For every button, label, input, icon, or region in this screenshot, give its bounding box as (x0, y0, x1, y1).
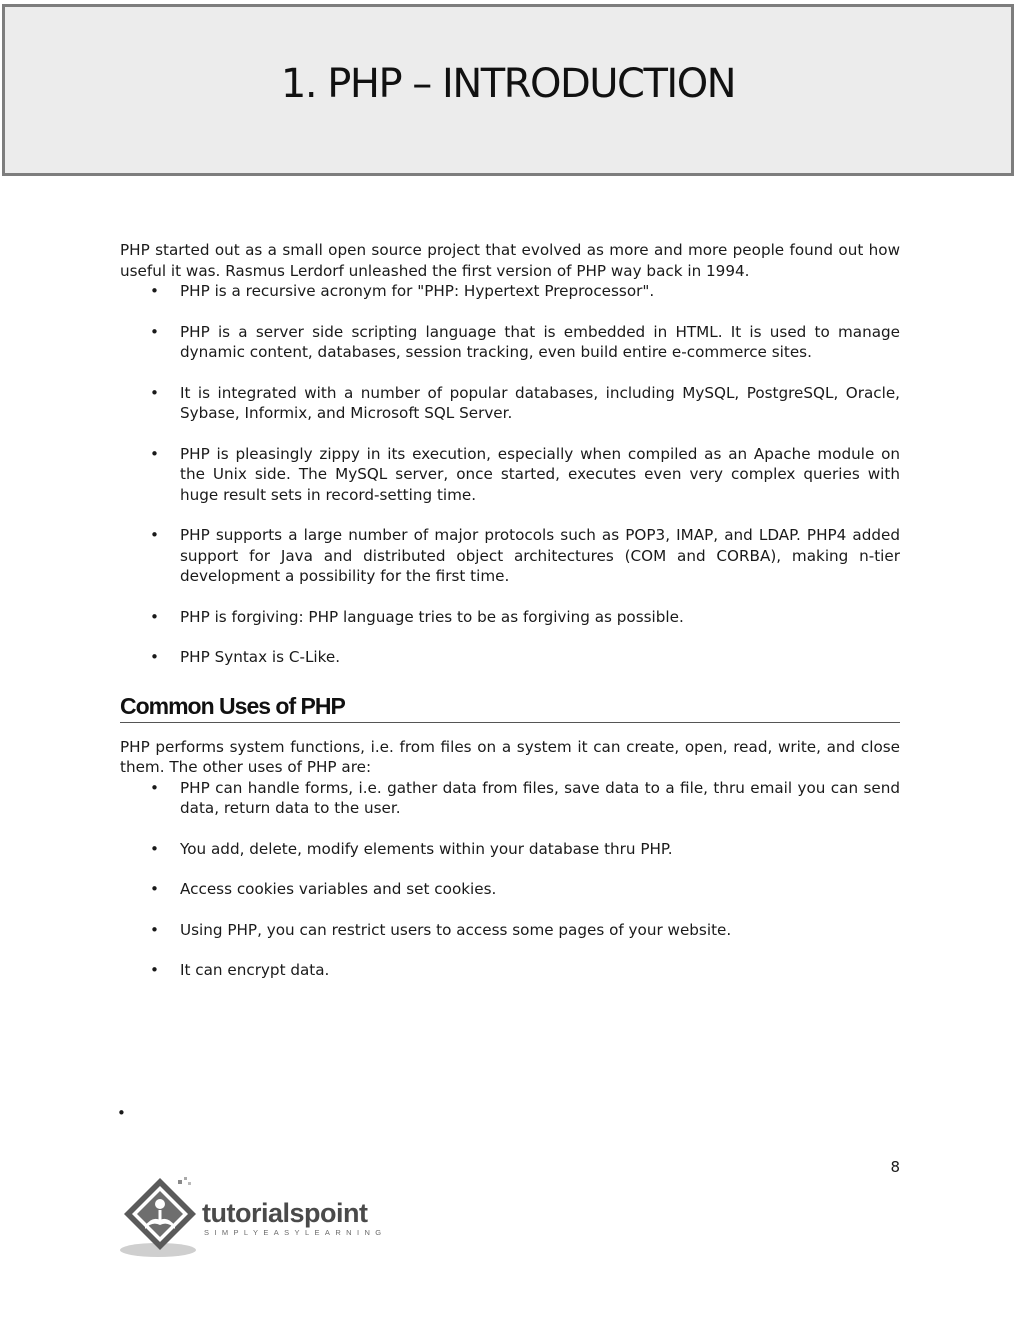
tutorialspoint-logo-icon (118, 1174, 208, 1264)
list-item (120, 281, 900, 302)
page-number: 8 (890, 1158, 900, 1176)
bullet-icon: • (150, 526, 159, 544)
bullet-icon: • (150, 383, 159, 402)
list-item-text: Access cookies variables and set cookies. (180, 880, 497, 898)
list-item-text: PHP Syntax is C-Like. (180, 648, 341, 666)
list-item-text: Using PHP, you can restrict users to access some pages of your website. (180, 920, 732, 939)
list-item-text: PHP is a server side scripting language that is embedded in HTML. It is used to manage dynamic content, databases, session tracking, even build entire e-commerce sites. (180, 322, 900, 361)
list-item (120, 383, 900, 424)
intro-paragraph: PHP started out as a small open source project that evolved as more and more people found out how useful it was. Rasmus Lerdorf unleashed the first version of PHP way back in 1994. (120, 241, 900, 280)
stray-bullet-icon: • (117, 1104, 126, 1122)
list-item (120, 322, 900, 363)
bullet-icon: • (150, 839, 159, 858)
list-item (120, 879, 900, 900)
list-item-text: It is integrated with a number of popular databases, including MySQL, PostgreSQL, Oracle, Sybase, Informix, and Microsoft SQL Server. (180, 383, 900, 422)
bullet-icon: • (150, 607, 159, 626)
list-item (120, 920, 900, 941)
logo-tagline: SIMPLYEASYLEARNING (204, 1228, 387, 1237)
logo-wordmark: tutorialspoint (202, 1198, 368, 1228)
list-item (120, 607, 900, 628)
feature-list (120, 281, 900, 668)
chapter-title-banner (2, 4, 1014, 176)
bullet-icon: • (150, 322, 159, 341)
bullet-icon: • (150, 648, 159, 666)
list-item-text: You add, delete, modify elements within your database thru PHP. (180, 839, 673, 858)
list-item-text: PHP supports a large number of major protocols such as POP3, IMAP, and LDAP. PHP4 added support for Java and distributed object architectures (COM and CORBA), making n-tier development a possibility for the first time. (180, 526, 900, 585)
page-content (120, 240, 900, 981)
list-item (120, 525, 900, 587)
uses-list (120, 778, 900, 981)
uses-paragraph: PHP performs system functions, i.e. from files on a system it can create, open, read, write, and close them. The other uses of PHP are: (120, 737, 900, 776)
list-item-text: PHP can handle forms, i.e. gather data from files, save data to a file, thru email you can send data, return data to the user. (180, 778, 900, 817)
list-item-text: PHP is forgiving: PHP language tries to be as forgiving as possible. (180, 607, 684, 626)
list-item (120, 778, 900, 819)
bullet-icon: • (150, 961, 159, 979)
list-item-text: PHP is a recursive acronym for "PHP: Hypertext Preprocessor". (180, 282, 655, 300)
list-item-text: PHP is pleasingly zippy in its execution, especially when compiled as an Apache module on the Unix side. The MySQL server, once started, executes even very complex queries with huge result sets in record-setting time. (180, 444, 900, 504)
list-item (120, 960, 900, 981)
bullet-icon: • (150, 920, 159, 939)
tutorialspoint-logo (118, 1174, 408, 1264)
bullet-icon: • (150, 444, 159, 463)
bullet-icon: • (150, 282, 159, 300)
section-heading: Common Uses of PHP (120, 692, 900, 723)
list-item (120, 647, 900, 668)
list-item (120, 839, 900, 860)
list-item-text: It can encrypt data. (180, 961, 330, 979)
list-item (120, 444, 900, 506)
chapter-title: 1. PHP – INTRODUCTION (280, 61, 736, 107)
bullet-icon: • (150, 778, 159, 797)
bullet-icon: • (150, 880, 159, 898)
